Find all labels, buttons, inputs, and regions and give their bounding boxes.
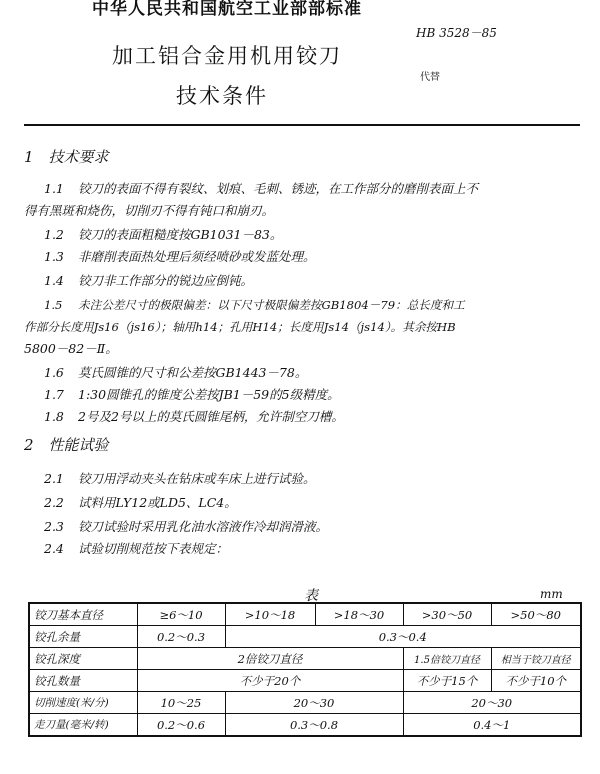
row-label: 切削速度(米/分) [29, 692, 137, 714]
clause-1-5-line-1 [44, 294, 465, 316]
clause-1-1-line-2: 得有黑斑和烧伤，切削刃不得有钝口和崩刃。 [24, 203, 275, 218]
row-label: 走刀量(毫米/转) [29, 714, 137, 737]
clause-text: 铰刀的表面不得有裂纹、划痕、毛刺、锈迹，在工作部分的磨削表面上不 [78, 181, 479, 196]
clause-number: 1.2 [44, 227, 64, 242]
table-cell: 0.3～0.8 [225, 714, 403, 737]
clause-number: 1.8 [44, 409, 64, 424]
standard-number: HB 3528－85 [416, 26, 497, 40]
table-title: 表 [304, 588, 318, 604]
table-cell: 不少于20个 [137, 670, 403, 692]
section-1-heading: 1 技术要求 [24, 148, 109, 166]
clause-text: 试料用LY12或LD5、LC4。 [78, 495, 237, 510]
clause-2-3 [44, 516, 328, 538]
clause-text: 铰刀用浮动夹头在钻床或车床上进行试验。 [78, 471, 316, 486]
clause-text: 非磨削表面热处理后须经喷砂或发蓝处理。 [78, 249, 316, 264]
clause-text: 铰刀的表面粗糙度按GB1031－83。 [78, 227, 283, 242]
column-header: ≥6～10 [137, 603, 225, 626]
document-title: 加工铝合金用机用铰刀 [112, 44, 342, 68]
column-header: >18～30 [315, 603, 403, 626]
clause-text: 2号及2号以上的莫氏圆锥尾柄，允许制空刀槽。 [78, 409, 344, 424]
clause-1-8 [44, 406, 344, 428]
table-cell: 10～25 [137, 692, 225, 714]
clause-text: 铰刀非工作部分的锐边应倒钝。 [78, 273, 254, 288]
table-row-feed [29, 714, 581, 737]
clause-1-5-line-3: 5800－82－Ⅱ。 [24, 341, 118, 356]
row-label: 铰孔深度 [29, 648, 137, 670]
clause-number: 1.4 [44, 273, 64, 288]
clause-text: 莫氏圆锥的尺寸和公差按GB1443－78。 [78, 365, 308, 380]
table-cell: 20～30 [403, 692, 581, 714]
table-cell: 0.4～1 [403, 714, 581, 737]
clause-number: 1.1 [44, 181, 64, 196]
table-row-allowance [29, 626, 581, 648]
clause-1-2 [44, 224, 282, 246]
clause-text: 铰刀试验时采用乳化油水溶液作冷却润滑液。 [78, 519, 329, 534]
clause-text: 1:30圆锥孔的锥度公差按JB1－59的5级精度。 [78, 387, 340, 402]
clause-1-5-line-2: 作部分长度用Js16（js16）；轴用h14；孔用H14；长度用Js14（js14）。其余按HB [24, 320, 456, 334]
clause-2-2 [44, 492, 237, 514]
table-unit: mm [540, 587, 563, 601]
table-cell: 不少于15个 [403, 670, 491, 692]
clause-1-1-line-1 [44, 178, 478, 200]
clause-1-7 [44, 384, 340, 406]
organization-header: 中华人民共和国航空工业部部标准 [92, 0, 362, 19]
clause-number: 1.6 [44, 365, 64, 380]
section-2-heading: 2 性能试验 [24, 436, 109, 454]
table-cell: 0.3～0.4 [225, 626, 581, 648]
clause-number: 2.3 [44, 519, 64, 534]
table-cell: 20～30 [225, 692, 403, 714]
clause-2-1 [44, 468, 316, 490]
column-header: >10～18 [225, 603, 315, 626]
clause-text: 试验切削规范按下表规定： [78, 541, 229, 556]
clause-text: 未注公差尺寸的极限偏差：以下尺寸极限偏差按GB1804－79：总长度和工 [78, 298, 465, 312]
row-label: 铰刀基本直径 [29, 603, 137, 626]
column-header: >30～50 [403, 603, 491, 626]
clause-1-6 [44, 362, 307, 384]
table-cell: 不少于10个 [491, 670, 581, 692]
clause-1-3 [44, 246, 316, 268]
document-subtitle: 技术条件 [176, 84, 268, 108]
clause-number: 2.4 [44, 541, 64, 556]
replaces-note: 代替 [420, 72, 440, 83]
table-cell: 0.2～0.3 [137, 626, 225, 648]
clause-number: 1.5 [44, 298, 63, 312]
table-row-depth [29, 648, 581, 670]
clause-1-4 [44, 270, 253, 292]
table-cell: 0.2～0.6 [137, 714, 225, 737]
cutting-parameters-table [28, 602, 582, 737]
table-header-row [29, 603, 581, 626]
table-row-speed [29, 692, 581, 714]
clause-number: 2.2 [44, 495, 64, 510]
table-row-count [29, 670, 581, 692]
header-divider [24, 124, 580, 126]
clause-number: 1.7 [44, 387, 64, 402]
table-cell: 2倍铰刀直径 [137, 648, 403, 670]
table-cell: 1.5倍铰刀直径 [403, 648, 491, 670]
row-label: 铰孔余量 [29, 626, 137, 648]
clause-number: 1.3 [44, 249, 64, 264]
column-header: >50～80 [491, 603, 581, 626]
row-label: 铰孔数量 [29, 670, 137, 692]
clause-2-4 [44, 538, 228, 560]
clause-number: 2.1 [44, 471, 64, 486]
table-cell: 相当于铰刀直径 [491, 648, 581, 670]
